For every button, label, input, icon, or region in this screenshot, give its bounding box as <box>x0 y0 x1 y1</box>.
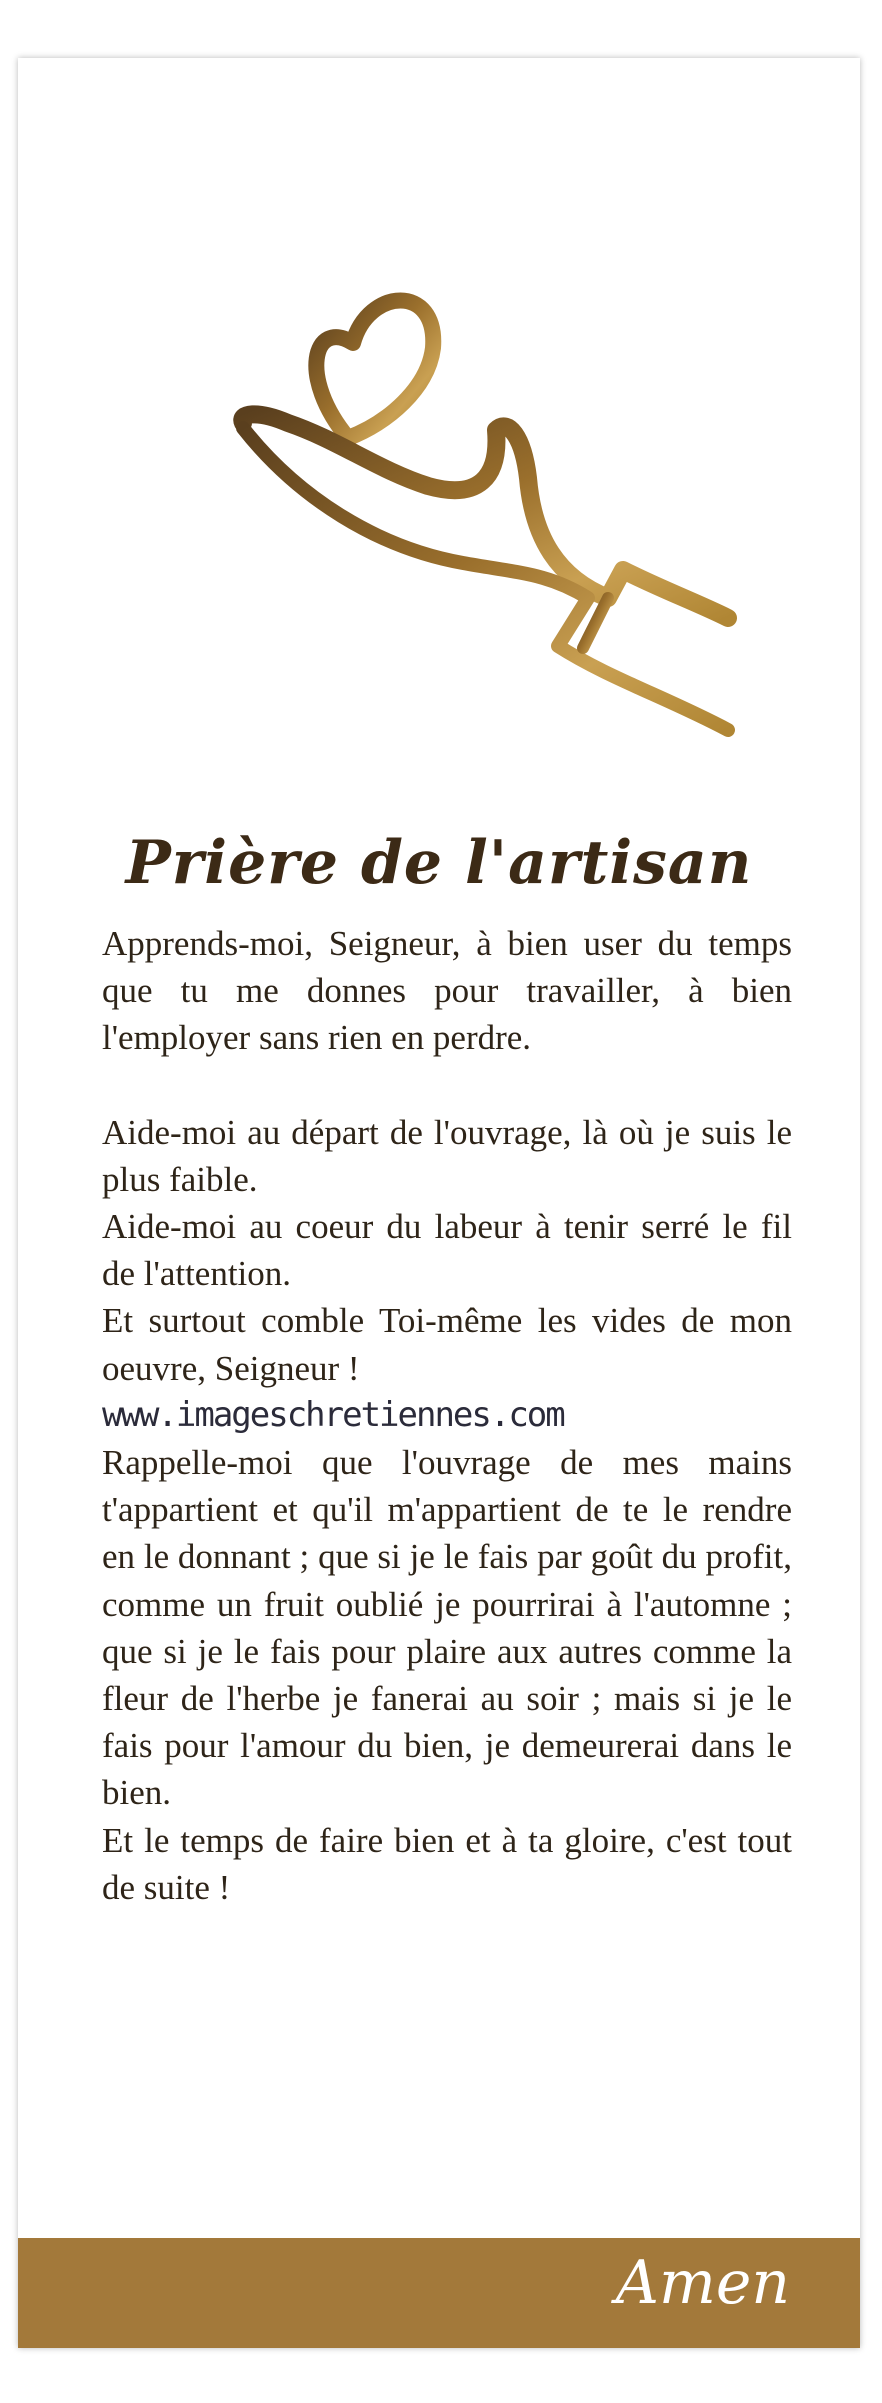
closing-amen: Amen <box>615 2248 790 2318</box>
prayer-body <box>102 920 792 1911</box>
prayer-paragraph-1: Apprends-moi, Seigneur, à bien user du temps que tu me donnes pour travailler, à bien l'employer sans rien en perdre. <box>102 924 792 1058</box>
paragraph-spacer <box>102 1062 792 1109</box>
prayer-paragraph-3: Aide-moi au coeur du labeur à tenir serré le fil de l'attention. <box>102 1207 792 1294</box>
prayer-paragraph-2: Aide-moi au départ de l'ouvrage, là où je suis le plus faible. <box>102 1112 792 1199</box>
watermark-url: www.imageschretiennes.com <box>102 1394 564 1435</box>
prayer-paragraph-5: Rappelle-moi que l'ouvrage de mes mains t'appartient et qu'il m'appartient de te le rendre en le donnant ; que si je le fais par goût du profit, comme un fruit oublié je pourrirai à l'automne ; que si je le fais pour plaire aux autres comme la fleur de l'herbe je fanerai au soir ; mais si je le fais pour l'amour du bien, je demeurerai dans le bien. <box>102 1443 792 1813</box>
heart-over-hand-icon <box>228 178 788 828</box>
prayer-paragraph-4: Et surtout comble Toi-même les vides de mon oeuvre, Seigneur ! <box>102 1301 792 1388</box>
prayer-title: Prière de l'artisan <box>125 828 753 898</box>
prayer-paragraph-6: Et le temps de faire bien et à ta gloire, c'est tout de suite ! <box>102 1820 792 1907</box>
footer-band <box>18 2238 860 2348</box>
prayer-card <box>18 58 860 2348</box>
